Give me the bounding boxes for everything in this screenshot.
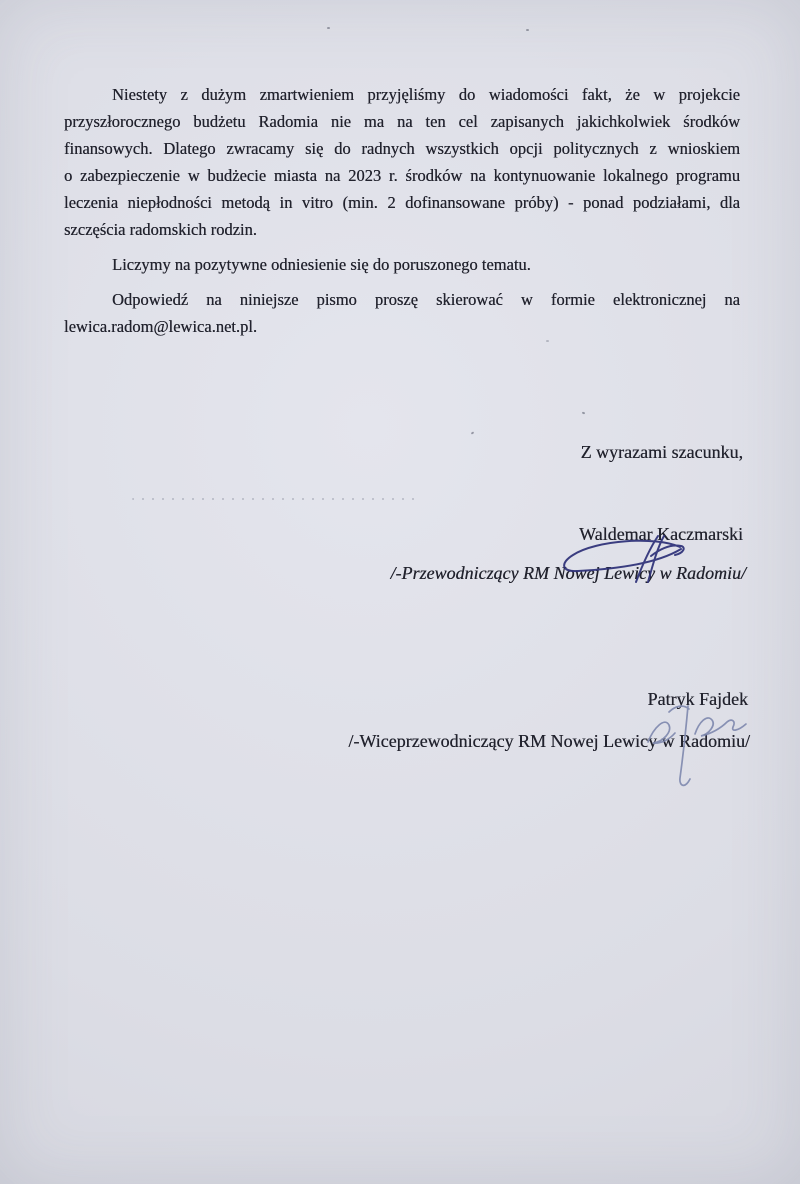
dust-speck	[546, 340, 549, 342]
paragraph-line: o zabezpieczenie w budżecie miasta na 2023 r. środków na kontynuowanie lokalnego programu	[64, 166, 740, 185]
signatory-title-2: /-Wiceprzewodniczący RM Nowej Lewicy w Radomiu/	[348, 731, 750, 751]
paragraph-line: Liczymy na pozytywne odniesienie się do poruszonego tematu.	[112, 255, 531, 274]
paragraph-line: finansowych. Dlatego zwracamy się do radnych wszystkich opcji politycznych z wnioskiem	[64, 139, 740, 158]
scan-smudge-artifact	[132, 498, 420, 500]
paragraph-line: przyszłorocznego budżetu Radomia nie ma na ten cel zapisanych jakichkolwiek środków	[64, 112, 740, 131]
paragraph-line: Odpowiedź na niniejsze pismo proszę skierować w formie elektronicznej na	[112, 290, 740, 309]
signatory-title-1: /-Przewodniczący RM Nowej Lewicy w Radomiu/	[390, 563, 746, 583]
letter-body	[64, 81, 740, 348]
email-address: lewica.radom@lewica.net.pl.	[64, 317, 257, 336]
paragraph-line: szczęścia radomskich rodzin.	[64, 220, 257, 239]
signatory-name-1: Waldemar Kaczmarski	[579, 524, 743, 544]
dust-speck	[327, 27, 330, 29]
paragraph-line: leczenia niepłodności metodą in vitro (min. 2 dofinansowane próby) - ponad podziałami, dla	[64, 193, 740, 212]
closing-salutation: Z wyrazami szacunku,	[580, 442, 743, 462]
paragraph-hope	[64, 251, 740, 278]
signatory-name-2: Patryk Fajdek	[647, 689, 748, 709]
paragraph-budget-request	[64, 81, 740, 243]
handwritten-signature-patryk	[638, 700, 756, 792]
paragraph-reply-instruction	[64, 286, 740, 340]
dust-speck	[526, 29, 529, 31]
paragraph-line: Niestety z dużym zmartwieniem przyjęliśmy do wiadomości fakt, że w projekcie	[112, 85, 740, 104]
handwritten-signature-waldemar	[556, 532, 692, 586]
